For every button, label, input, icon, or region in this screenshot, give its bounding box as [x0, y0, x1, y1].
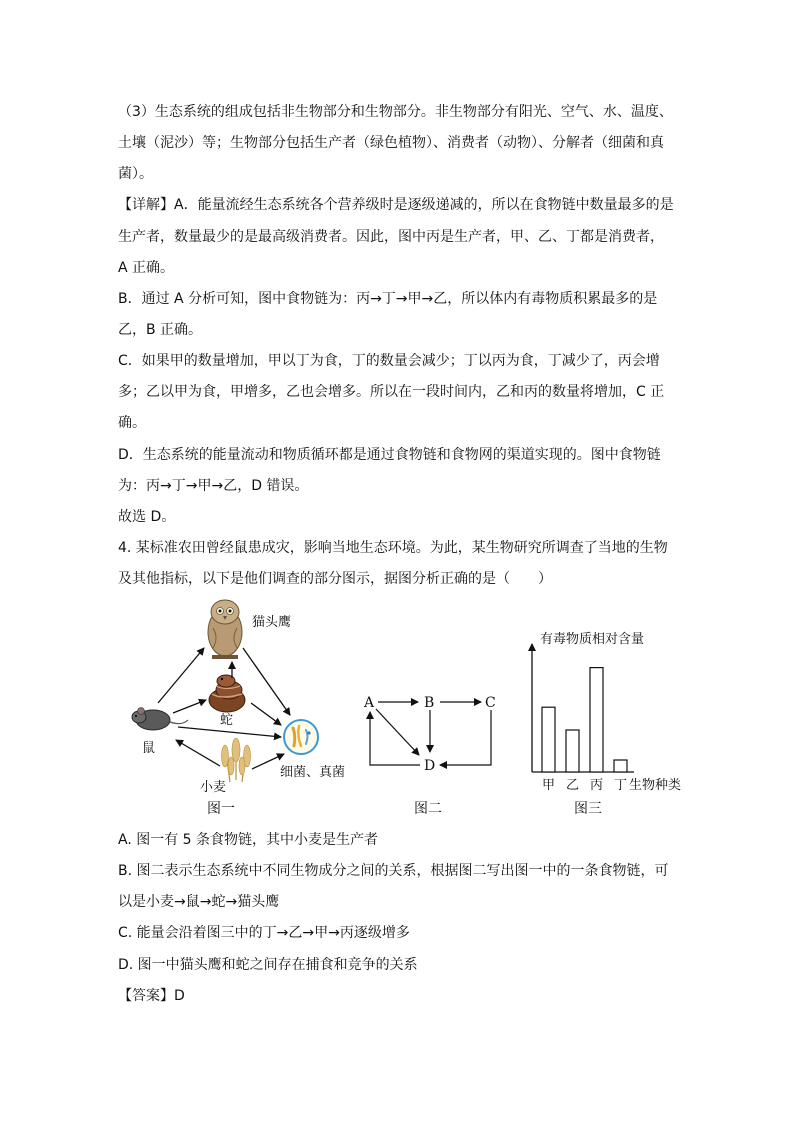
- bar-乙: [566, 730, 579, 772]
- figure-1-food-web: [132, 600, 345, 817]
- option-b-line-2: 以是小麦→鼠→蛇→猫头鹰: [118, 894, 280, 910]
- arrow-mouse-to-owl: [158, 648, 204, 703]
- tick-label-乙: 乙: [565, 778, 580, 793]
- arrow-c-to-d: [440, 710, 491, 765]
- wheat-label: 小麦: [200, 780, 227, 795]
- owl-label: 猫头鹰: [252, 615, 292, 630]
- figure-3-bar-chart: [532, 631, 681, 817]
- arrow-snake-to-decomposer: [251, 703, 281, 725]
- para-1-line-3: 菌）。: [118, 166, 153, 182]
- node-b: B: [424, 695, 435, 711]
- wheat-icon: [222, 738, 251, 782]
- option-c: C. 能量会沿着图三中的丁→乙→甲→丙逐级增多: [118, 925, 410, 941]
- para-5-line-2: 为：丙→丁→甲→乙，D 错误。: [118, 478, 309, 494]
- conclusion: 故选 D。: [118, 509, 176, 525]
- para-2-line-2: 生产者，数量最少的是最高级消费者。因此，图中丙是生产者，甲、乙、丁都是消费者，: [118, 229, 664, 245]
- snake-icon: [209, 675, 245, 712]
- answer: 【答案】D: [118, 988, 185, 1004]
- bar-丙: [590, 668, 603, 772]
- figure-3-caption: 图三: [574, 801, 602, 817]
- para-1-line-2: 土壤（泥沙）等；生物部分包括生产者（绿色植物）、消费者（动物）、分解者（细菌和真: [118, 135, 664, 151]
- arrow-wheat-to-decomposer: [252, 754, 284, 769]
- para-1-line-1: （3）生态系统的组成包括非生物部分和生物部分。非生物部分有阳光、空气、水、温度、: [118, 104, 673, 120]
- para-5-line-1: D．生态系统的能量流动和物质循环都是通过食物链和食物网的渠道实现的。图中食物链: [118, 447, 661, 463]
- arrow-mouse-to-decomposer: [178, 727, 281, 737]
- mouse-icon: [132, 708, 188, 731]
- para-2-line-1: 【详解】A．能量流经生态系统各个营养级时是逐级递减的，所以在食物链中数量最多的是: [118, 197, 674, 213]
- arrow-mouse-to-snake: [173, 700, 206, 713]
- node-c: C: [485, 695, 496, 711]
- arrow-a-to-d: [376, 709, 419, 755]
- figure-2-diagram: [363, 695, 496, 817]
- para-3-line-1: B．通过 A 分析可知，图中食物链为：丙→丁→甲→乙，所以体内有毒物质积累最多的是: [118, 291, 658, 307]
- para-4-line-3: 确。: [118, 415, 146, 431]
- node-a: A: [364, 695, 375, 711]
- arrow-owl-to-decomposer: [243, 648, 290, 715]
- bar-甲: [542, 707, 555, 772]
- tick-label-甲: 甲: [541, 778, 556, 793]
- x-axis-label: 生物种类: [629, 778, 682, 793]
- option-d: D. 图一中猫头鹰和蛇之间存在捕食和竞争的关系: [118, 957, 418, 973]
- option-b-line-1: B. 图二表示生态系统中不同生物成分之间的关系，根据图二写出图一中的一条食物链，可: [118, 863, 669, 879]
- para-2-line-3: A 正确。: [118, 260, 175, 276]
- decomposer-label: 细菌、真菌: [280, 765, 346, 780]
- option-a: A. 图一有 5 条食物链，其中小麦是生产者: [118, 832, 379, 848]
- para-3-line-2: 乙，B 正确。: [118, 322, 203, 338]
- owl-icon: [208, 600, 242, 659]
- tick-label-丙: 丙: [589, 778, 604, 793]
- bar-丁: [614, 760, 627, 772]
- arrow-wheat-to-mouse: [176, 740, 220, 766]
- snake-label: 蛇: [220, 713, 234, 728]
- para-4-line-2: 多；乙以甲为食，甲增多，乙也会增多。所以在一段时间内，乙和丙的数量将增加，C 正: [118, 384, 665, 400]
- mouse-label: 鼠: [142, 741, 156, 756]
- para-4-line-1: C．如果甲的数量增加，甲以丁为食，丁的数量会减少；丁以丙为食，丁减少了，丙会增: [118, 353, 660, 369]
- question-4-line-2: 及其他指标，以下是他们调查的部分图示，据图分析正确的是（ ）: [118, 571, 552, 587]
- node-d: D: [424, 758, 436, 774]
- question-4-line-1: 4. 某标准农田曾经鼠患成灾，影响当地生态环境。为此，某生物研究所调查了当地的生物: [118, 540, 668, 556]
- figure-2-caption: 图二: [414, 801, 442, 817]
- figure-1-caption: 图一: [207, 801, 235, 817]
- tick-label-丁: 丁: [613, 778, 628, 793]
- arrow-d-to-a: [370, 712, 420, 765]
- decomposer-icon: [284, 720, 318, 754]
- chart-title: 有毒物质相对含量: [540, 632, 645, 647]
